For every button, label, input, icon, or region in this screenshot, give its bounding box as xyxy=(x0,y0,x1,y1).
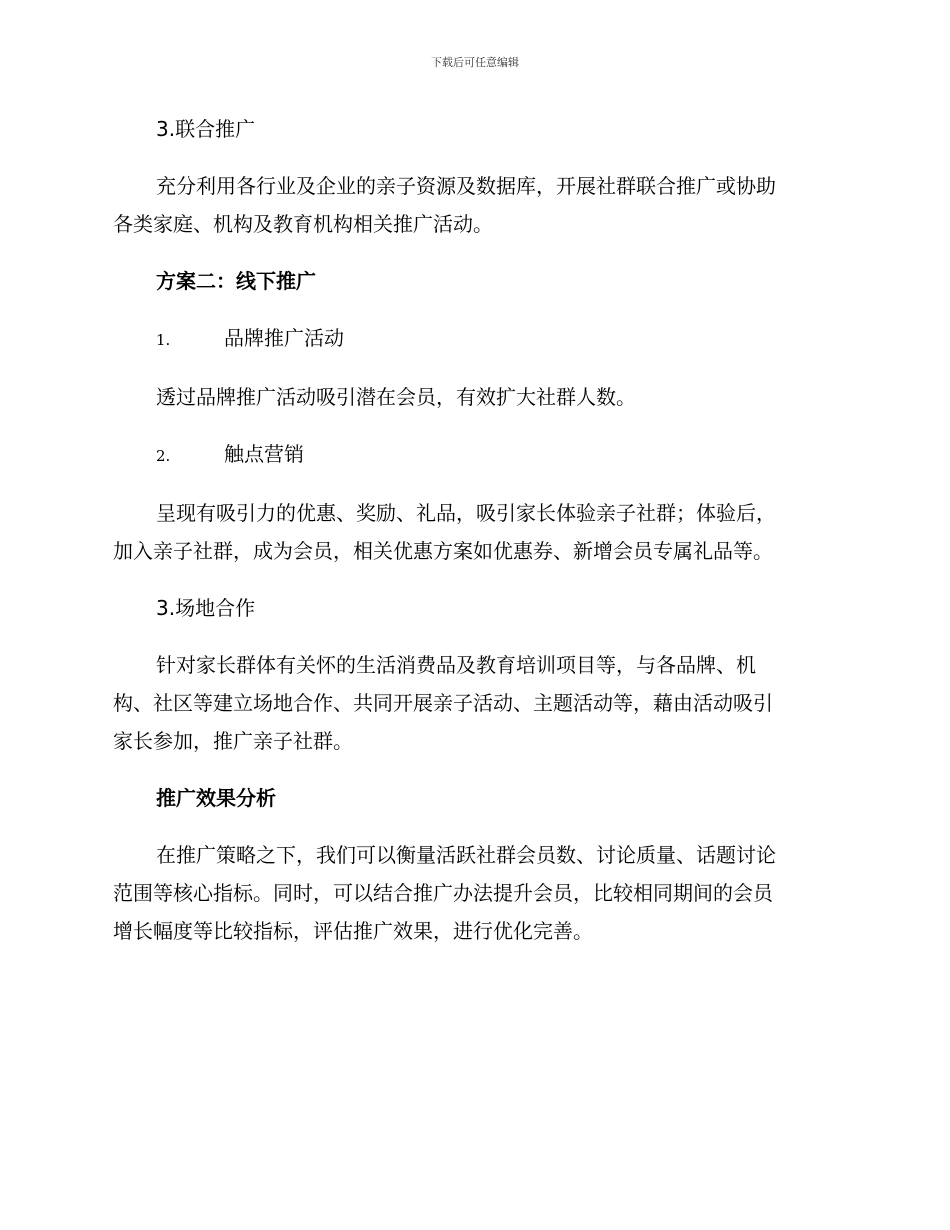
paragraph-line: 加入亲子社群，成为会员，相关优惠方案如优惠券、新增会员专属礼品等。 xyxy=(113,539,773,563)
paragraph-line: 各类家庭、机构及教育机构相关推广活动。 xyxy=(113,212,493,236)
item-number: 2. xyxy=(156,447,171,465)
paragraph-line: 充分利用各行业及企业的亲子资源及数据库，开展社群联合推广或协助 xyxy=(156,174,776,198)
paragraph-line: 呈现有吸引力的优惠、奖励、礼品，吸引家长体验亲子社群；体验后， xyxy=(156,501,776,525)
paragraph-line: 增长幅度等比较指标，评估推广效果，进行优化完善。 xyxy=(113,919,593,943)
item-label: 品牌推广活动 xyxy=(224,326,344,350)
page-header: 下载后可任意编辑 xyxy=(431,56,519,69)
section-heading-effect-analysis: 推广效果分析 xyxy=(156,786,276,810)
section-heading-joint-promotion: 3.联合推广 xyxy=(156,117,256,141)
paragraph-touchpoint-marketing xyxy=(113,494,837,570)
numbered-item-touchpoint-marketing xyxy=(113,435,837,475)
document-body xyxy=(113,110,837,969)
paragraph-line: 范围等核心指标。同时，可以结合推广办法提升会员，比较相同期间的会员 xyxy=(113,881,773,905)
paragraph-joint-promotion xyxy=(113,167,837,243)
paragraph-line: 针对家长群体有关怀的生活消费品及教育培训项目等，与各品牌、机 xyxy=(156,653,756,677)
paragraph-line: 在推广策略之下，我们可以衡量活跃社群会员数、讨论质量、话题讨论 xyxy=(156,843,776,867)
numbered-item-brand-activity xyxy=(113,319,837,359)
item-number: 1. xyxy=(156,331,171,349)
paragraph-brand-activity: 透过品牌推广活动吸引潜在会员，有效扩大社群人数。 xyxy=(156,385,636,409)
item-label: 触点营销 xyxy=(224,442,304,466)
paragraph-effect-analysis xyxy=(113,836,837,950)
paragraph-line: 构、社区等建立场地合作、共同开展亲子活动、主题活动等，藉由活动吸引 xyxy=(113,691,773,715)
paragraph-line: 家长参加，推广亲子社群。 xyxy=(113,729,353,753)
section-heading-venue-cooperation: 3.场地合作 xyxy=(156,596,256,620)
paragraph-venue-cooperation xyxy=(113,646,837,760)
section-heading-plan-two: 方案二：线下推广 xyxy=(156,269,316,293)
